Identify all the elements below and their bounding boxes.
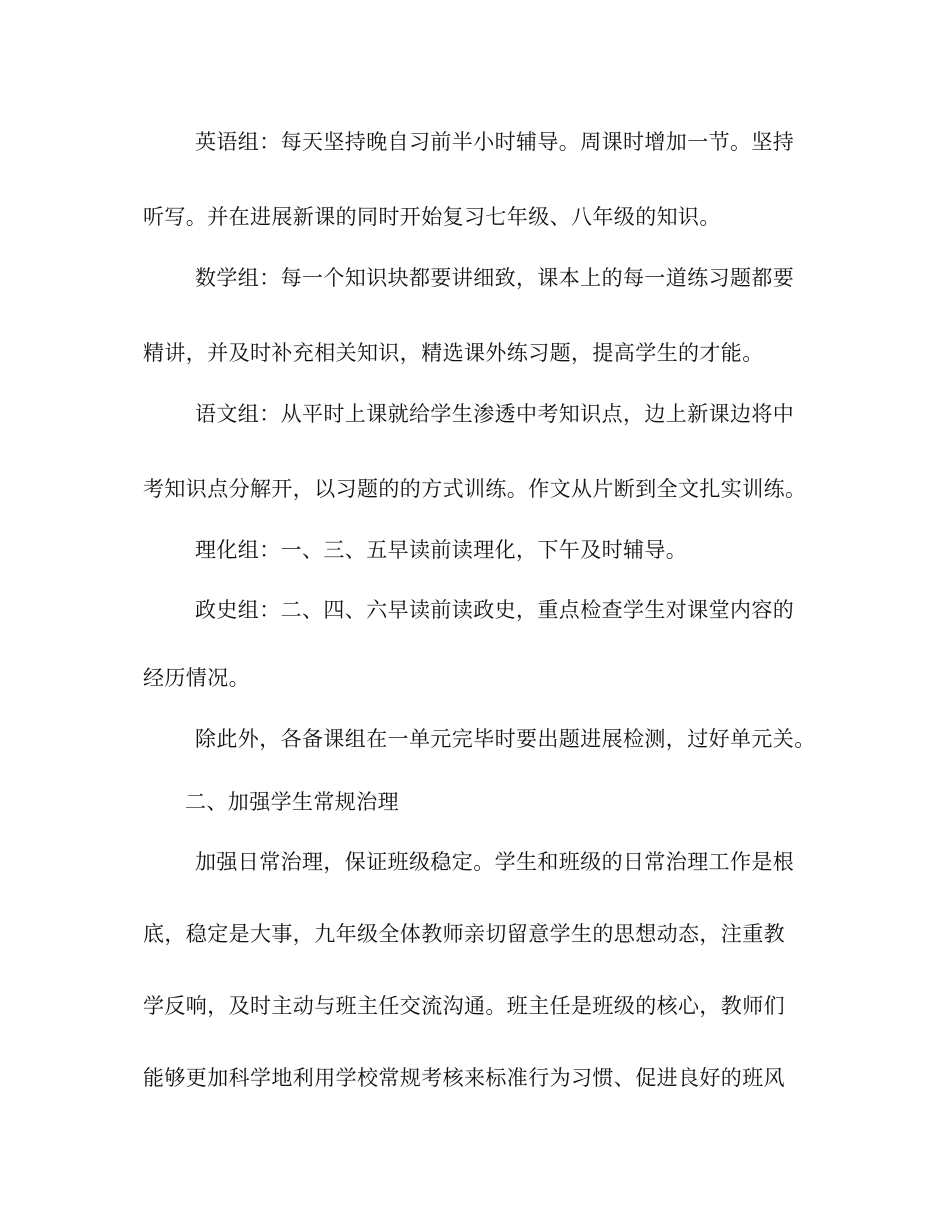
paragraph-chinese-group: 语文组：从平时上课就给学生渗透中考知识点，边上新课边将中 xyxy=(195,402,795,426)
paragraph-math-group: 数学组：每一个知识块都要讲细致，课本上的每一道练习题都要 xyxy=(195,266,795,290)
paragraph-unit-tests: 除此外，各备课组在一单元完毕时要出题进展检测，过好单元关。 xyxy=(195,727,816,751)
paragraph-politics-history-group: 政史组：二、四、六早读前读政史，重点检查学生对课堂内容的 xyxy=(195,598,795,622)
section-heading: 二、加强学生常规治理 xyxy=(185,790,399,814)
paragraph-science-group: 理化组：一、三、五早读前读理化，下午及时辅导。 xyxy=(195,538,688,562)
paragraph-daily-management-cont-2: 学反响，及时主动与班主任交流沟通。班主任是班级的核心，教师们 xyxy=(143,994,785,1018)
paragraph-politics-history-group-cont: 经历情况。 xyxy=(143,666,250,690)
paragraph-math-group-cont: 精讲，并及时补充相关知识，精选课外练习题，提高学生的才能。 xyxy=(143,341,764,365)
paragraph-daily-management-cont-1: 底，稳定是大事，九年级全体教师亲切留意学生的思想动态，注重教 xyxy=(143,922,785,946)
paragraph-daily-management: 加强日常治理，保证班级稳定。学生和班级的日常治理工作是根 xyxy=(195,850,795,874)
paragraph-english-group-cont: 听写。并在进展新课的同时开始复习七年级、八年级的知识。 xyxy=(143,205,721,229)
paragraph-chinese-group-cont: 考知识点分解开，以习题的的方式训练。作文从片断到全文扎实训练。 xyxy=(143,477,807,501)
paragraph-english-group: 英语组：每天坚持晚自习前半小时辅导。周课时增加一节。坚持 xyxy=(195,130,795,154)
paragraph-daily-management-cont-3: 能够更加科学地利用学校常规考核来标准行为习惯、促进良好的班风 xyxy=(143,1066,785,1090)
